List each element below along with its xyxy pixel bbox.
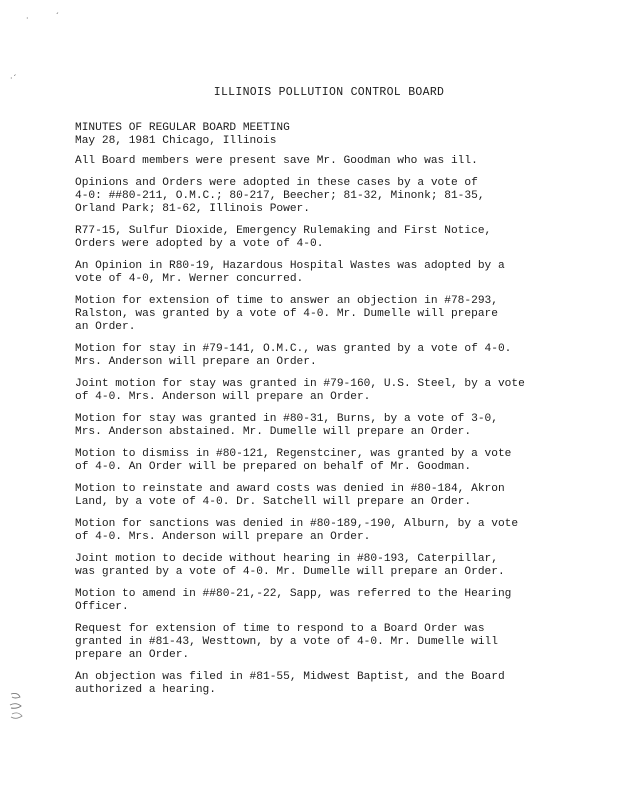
paragraph-r77-15: R77-15, Sulfur Dioxide, Emergency Rulemaking and First Notice, Orders were adopted by a vote of 4-0. — [75, 225, 492, 250]
paragraph-81-55: An objection was filed in #81-55, Midwest Baptist, and the Board authorized a hearing. — [75, 671, 505, 696]
paragraph-80-184: Motion to reinstate and award costs was denied in #80-184, Akron Land, by a vote of 4-0. Dr. Satchell will prepare an Order. — [75, 483, 505, 508]
handwritten-margin-mark — [6, 690, 26, 722]
paragraph-78-293: Motion for extension of time to answer an objection in #78-293, Ralston, was granted by a vote of 4-0. Mr. Dumelle will prepare an Order. — [75, 295, 498, 333]
meeting-date-location: May 28, 1981 Chicago, Illinois — [75, 135, 277, 147]
paragraph-79-160: Joint motion for stay was granted in #79-160, U.S. Steel, by a vote of 4-0. Mrs. Anderson will prepare an Order. — [75, 378, 525, 403]
scan-speck: ˊ — [55, 12, 59, 21]
scan-speck: · — [26, 14, 29, 23]
minutes-body — [75, 122, 565, 706]
paragraph-opinions-orders: Opinions and Orders were adopted in these cases by a vote of 4-0: ##80-211, O.M.C.; 80-217, Beecher; 81-32, Minonk; 81-35, Orland Park; 81-62, Illinois Power. — [75, 177, 485, 215]
scan-speck: ·ˊ — [10, 74, 17, 83]
meeting-heading-block — [75, 122, 565, 148]
meeting-heading: MINUTES OF REGULAR BOARD MEETING — [75, 122, 290, 134]
paragraph-80-31: Motion for stay was granted in #80-31, Burns, by a vote of 3-0, Mrs. Anderson abstained. Mr. Dumelle will prepare an Order. — [75, 413, 498, 438]
paragraph-r80-19: An Opinion in R80-19, Hazardous Hospital Wastes was adopted by a vote of 4-0, Mr. Werner concurred. — [75, 260, 505, 285]
board-title: ILLINOIS POLLUTION CONTROL BOARD — [213, 86, 445, 99]
paragraph-80-189: Motion for sanctions was denied in #80-189,-190, Alburn, by a vote of 4-0. Mrs. Anderson will prepare an Order. — [75, 518, 519, 543]
paragraph-80-121: Motion to dismiss in #80-121, Regenstciner, was granted by a vote of 4-0. An Order will be prepared on behalf of Mr. Goodman. — [75, 448, 512, 473]
paragraph-attendance: All Board members were present save Mr. Goodman who was ill. — [75, 155, 478, 167]
paragraph-79-141: Motion for stay in #79-141, O.M.C., was granted by a vote of 4-0. Mrs. Anderson will prepare an Order. — [75, 343, 512, 368]
paragraph-81-43: Request for extension of time to respond to a Board Order was granted in #81-43, Westtown, by a vote of 4-0. Mr. Dumelle will prepare an Order. — [75, 623, 498, 661]
paragraph-80-193: Joint motion to decide without hearing in #80-193, Caterpillar, was granted by a vote of 4-0. Mr. Dumelle will prepare an Order. — [75, 553, 505, 578]
paragraph-80-21: Motion to amend in ##80-21,-22, Sapp, was referred to the Hearing Officer. — [75, 588, 512, 613]
